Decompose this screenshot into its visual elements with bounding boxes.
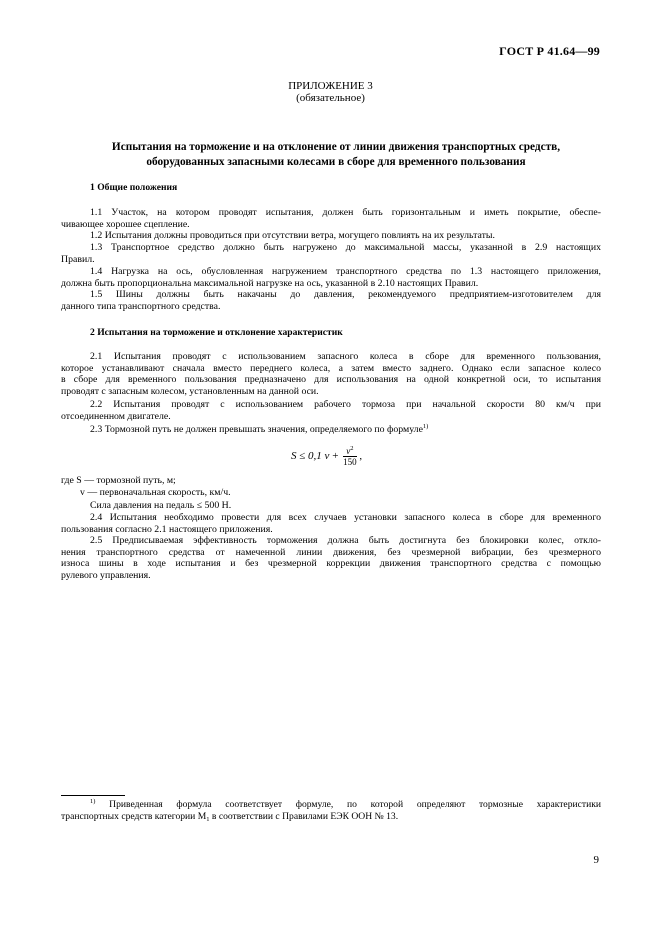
text-line: в сборе для временного пользования предназначено для использования на одной конкретной оси, то испытания xyxy=(61,374,601,386)
section-2-heading: 2 Испытания на торможение и отклонение характеристик xyxy=(90,327,343,338)
paragraph-2-4 xyxy=(61,512,601,535)
text-line: которое устанавливают сначала вместо переднего колеса, а затем вместо заднего. Однако если запасное колесо xyxy=(61,362,601,374)
definition-s: где S — тормозной путь, м; xyxy=(61,475,176,486)
text-line: пользования согласно 2.1 настоящего приложения. xyxy=(61,523,273,535)
text-line: 1.4 Нагрузка на ось, обусловленная нагружением транспортного средства по 1.3 настоящего приложения, xyxy=(90,266,601,277)
text-line: Правил. xyxy=(61,253,95,265)
paragraph-1-1 xyxy=(61,207,601,230)
paragraph-1-3 xyxy=(61,242,601,265)
paragraph-2-2 xyxy=(61,399,601,422)
footnote xyxy=(61,799,601,823)
text-line: рулевого управления. xyxy=(61,569,151,581)
formula-fraction xyxy=(343,446,357,467)
paragraph-2-3 xyxy=(61,424,601,436)
footnote-reference: 1) xyxy=(422,423,429,430)
footnote-line-2 xyxy=(61,811,601,823)
appendix-status: (обязательное) xyxy=(296,92,365,104)
text-line xyxy=(61,424,601,436)
formula-num-base: v xyxy=(346,446,351,456)
footnote-divider xyxy=(61,795,125,796)
appendix-heading xyxy=(0,80,661,104)
formula-numerator xyxy=(343,446,357,457)
footnote-mark: 1) xyxy=(90,798,96,805)
text-line: чивающее хорошее сцепление. xyxy=(61,218,190,230)
paragraph-1-2 xyxy=(61,230,601,242)
page-number: 9 xyxy=(593,854,599,866)
section-1-heading: 1 Общие положения xyxy=(90,182,178,193)
paragraph-1-4 xyxy=(61,266,601,289)
text-line: износа шины в ходе испытания и без чрезмерной коррекции движения транспортного средства с помощью xyxy=(61,558,601,570)
paragraph-2-3-text: 2.3 Тормозной путь не должен превышать значения, определяемого по формуле xyxy=(90,424,423,435)
paragraph-1-5 xyxy=(61,289,601,312)
formula-lhs: S ≤ 0,1 xyxy=(291,450,325,463)
footnote-text-2b: в соответствии с Правилами ЕЭК ООН № 13. xyxy=(209,811,399,822)
text-line: проводят с запасным колесом, установленным на данной оси. xyxy=(61,385,319,397)
paragraph-2-5 xyxy=(61,535,601,581)
text-line: 2.5 Предписываемая эффективность торможения должна быть достигнута без блокировки колес, откло- xyxy=(90,535,601,546)
paragraph-2-1 xyxy=(61,351,601,397)
footnote-line-1 xyxy=(61,799,601,811)
appendix-label: ПРИЛОЖЕНИЕ 3 xyxy=(288,80,373,92)
text-line: нения транспортного средства от намеченной линии движения, без чрезмерной вибрации, без чрезмерного xyxy=(61,546,601,558)
formula-plus: + xyxy=(329,450,342,463)
title-line-1: Испытания на торможение и на отклонение от линии движения транспортных средств, xyxy=(111,141,561,153)
text-line: 2.2 Испытания проводят с использованием рабочего тормоза при начальной скорости 80 км/ч при xyxy=(90,399,601,410)
text-line: отсоединенном двигателе. xyxy=(61,410,171,422)
document-title xyxy=(70,140,602,170)
definition-v: v — первоначальная скорость, км/ч. xyxy=(80,487,231,498)
braking-distance-formula xyxy=(291,446,362,467)
text-line: должна быть пропорциональна максимальной нагрузке на ось, указанной в 2.10 настоящих Правил. xyxy=(61,277,479,289)
text-line: 1.3 Транспортное средство должно быть нагружено до максимальной массы, указанной в 2.9 настоящих xyxy=(90,242,601,253)
footnote-text-1: Приведенная формула соответствует формуле, по которой определяют тормозные характеристики xyxy=(109,799,602,810)
standard-code: ГОСТ Р 41.64—99 xyxy=(499,44,600,58)
formula-tail: , xyxy=(356,450,363,463)
text-line: 2.4 Испытания необходимо провести для всех случаев установки запасного колеса в сборе для временного xyxy=(90,512,601,523)
text-line: 2.1 Испытания проводят с использованием запасного колеса в сборе для временного пользования, xyxy=(90,351,601,362)
text-line: 1.5 Шины должны быть накачаны до давления, рекомендуемого предприятием-изготовителем для xyxy=(90,289,601,300)
formula-denominator: 150 xyxy=(343,457,357,467)
pedal-force: Сила давления на педаль ≤ 500 Н. xyxy=(90,500,232,511)
title-line-2: оборудованных запасными колесами в сборе для временного пользования xyxy=(146,156,526,168)
footnote-subscript: 1 xyxy=(206,816,210,823)
text-line: 1.1 Участок, на котором проводят испытания, должен быть горизонтальным и иметь покрытие, обеспе- xyxy=(90,207,601,218)
formula-num-exp: 2 xyxy=(350,445,354,452)
formula-var: v xyxy=(324,450,330,463)
footnote-text-2a: транспортных средств категории M xyxy=(61,811,207,822)
text-line: данного типа транспортного средства. xyxy=(61,300,221,312)
text-line: 1.2 Испытания должны проводиться при отсутствии ветра, могущего повлиять на их результаты. xyxy=(90,230,495,241)
